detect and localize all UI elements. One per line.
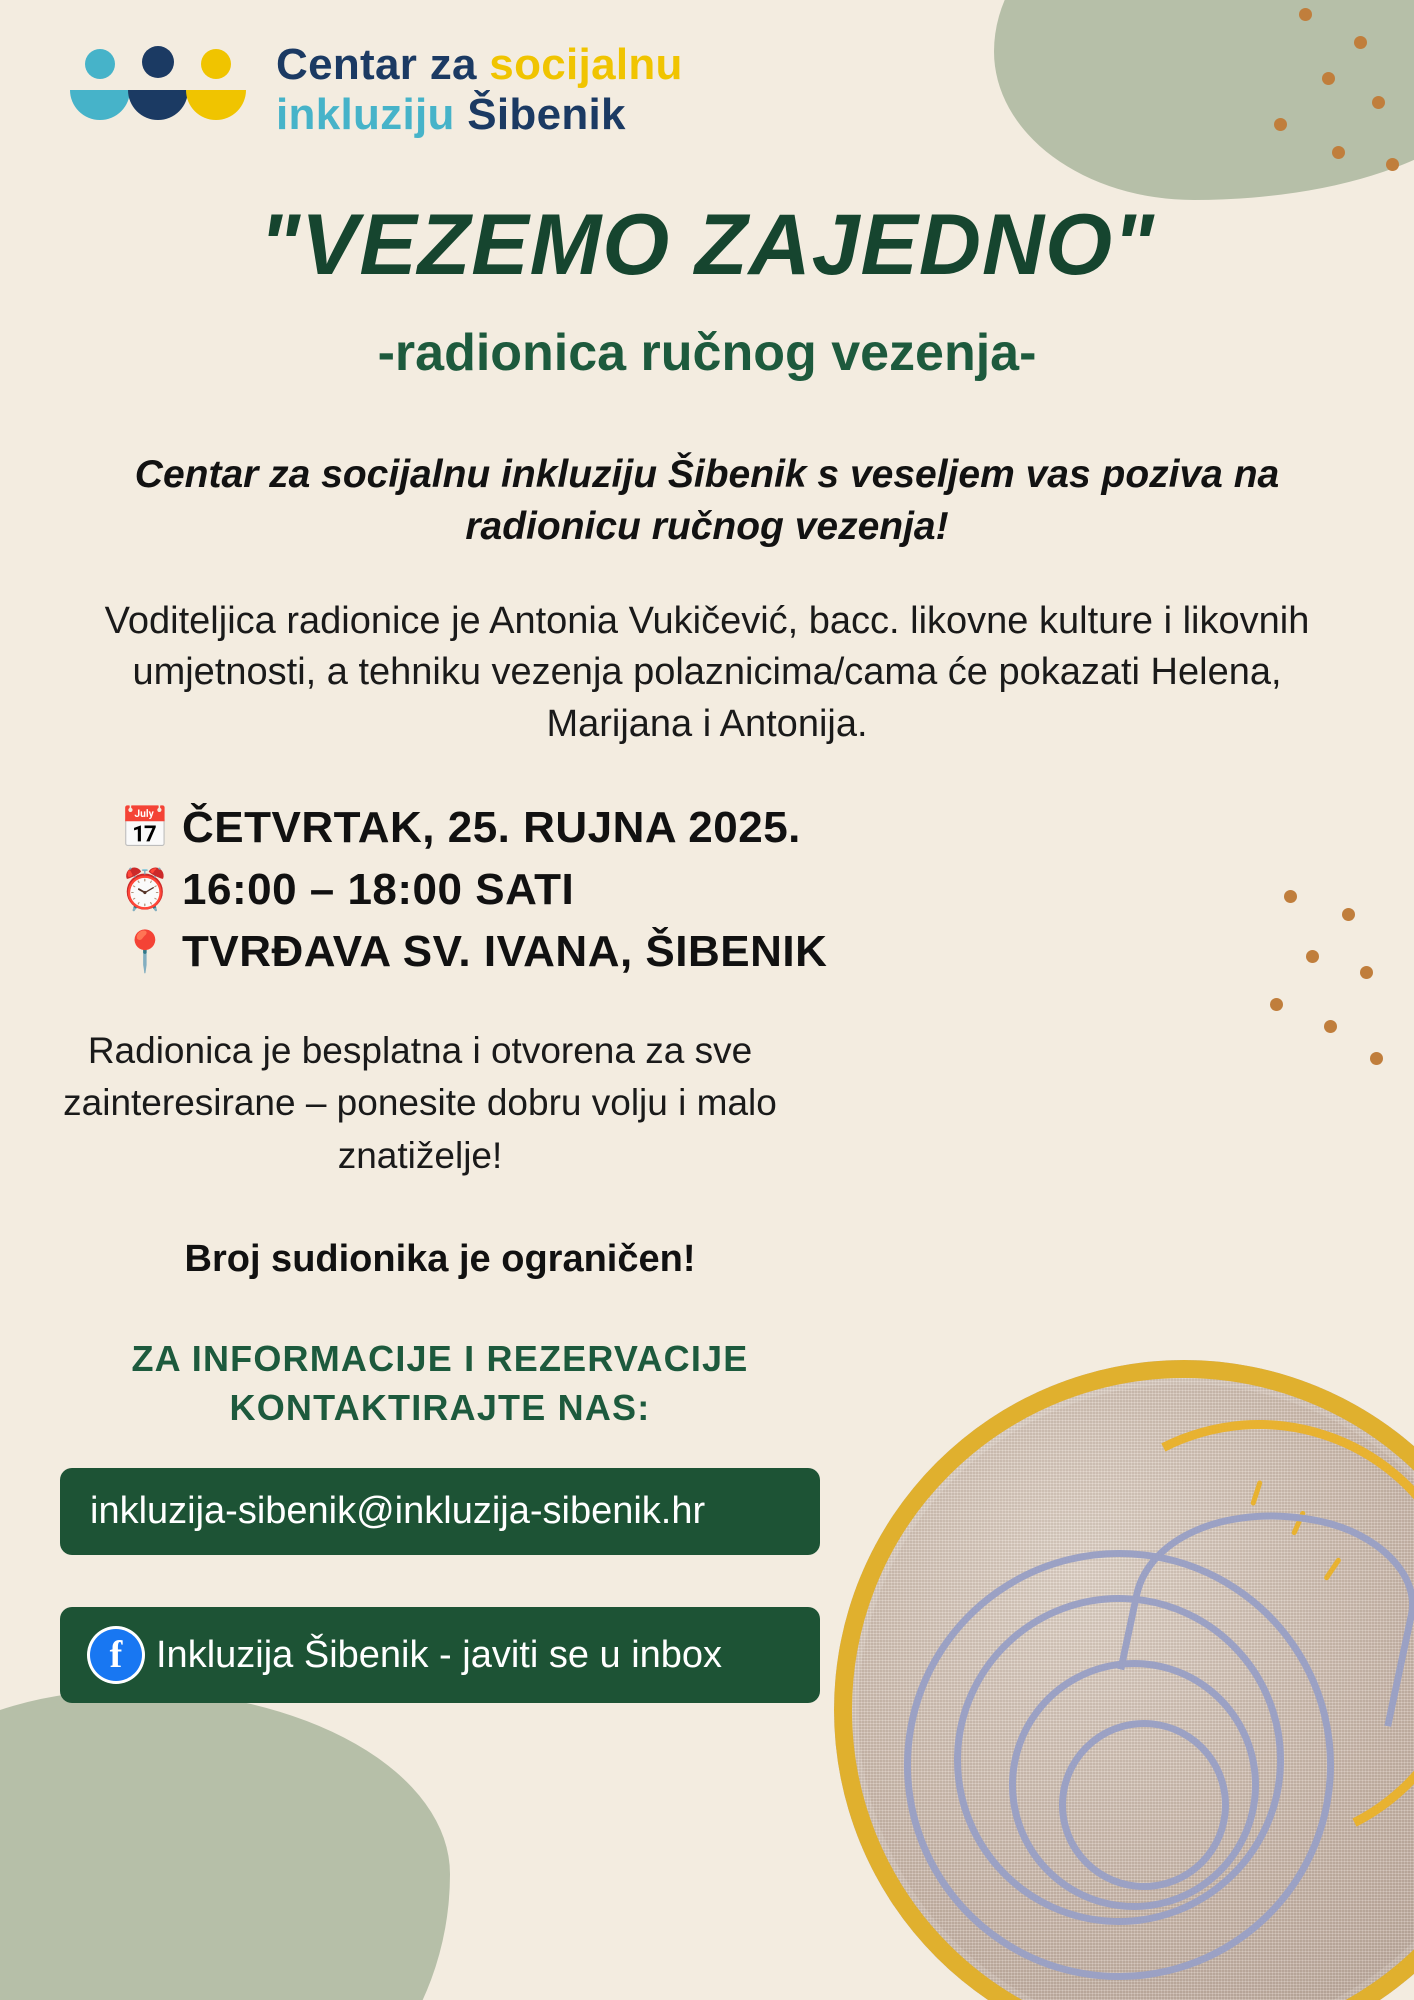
poster-content	[0, 196, 1414, 1703]
logo-line1-part2: socijalnu	[489, 40, 683, 89]
calendar-icon: 📅	[120, 806, 171, 851]
event-location-text: TVRĐAVA SV. IVANA, ŠIBENIK	[182, 926, 828, 976]
contact-email-text: inkluzija-sibenik@inkluzija-sibenik.hr	[90, 1490, 706, 1533]
logo-line2-part2: Šibenik	[467, 90, 626, 140]
contact-email-pill[interactable]	[60, 1468, 820, 1555]
clock-icon: ⏰	[120, 868, 171, 913]
event-details-list	[120, 803, 1354, 977]
event-detail-time	[120, 865, 1354, 915]
contact-facebook-text: Inkluzija Šibenik - javiti se u inbox	[156, 1633, 723, 1676]
page-subtitle: -radionica ručnog vezenja-	[377, 324, 1037, 382]
event-time-text: 16:00 – 18:00 SATI	[182, 864, 575, 914]
location-pin-icon: 📍	[120, 930, 171, 975]
contact-heading: ZA INFORMACIJE I REZERVACIJE KONTAKTIRAJTE NAS:	[131, 1338, 749, 1428]
limited-capacity-note: Broj sudionika je ograničen!	[184, 1238, 696, 1281]
logo-line1-part1: Centar za	[276, 40, 490, 89]
free-participation-note: Radionica je besplatna i otvorena za sve zainteresirane – ponesite dobru volju i malo znatiželje!	[63, 1029, 777, 1176]
event-date-text: ČETVRTAK, 25. RUJNA 2025.	[182, 802, 801, 852]
logo-line2-part1: inkluziju	[276, 90, 468, 140]
decorative-dots-top-right	[1154, 0, 1414, 200]
logo-wordmark	[276, 40, 683, 140]
invitation-text: Centar za socijalnu inkluziju Šibenik s veseljem vas poziva na radionicu ručnog vezenja!	[134, 453, 1280, 549]
workshop-description: Voditeljica radionice je Antonia Vukičević, bacc. likovne kulture i likovnih umjetnosti, a tehniku vezenja polaznicima/cama će pokazati Helena, Marijana i Antonija.	[104, 599, 1310, 745]
contact-facebook-pill[interactable]	[60, 1607, 820, 1703]
decorative-blob-bottom-left	[0, 1690, 450, 2000]
facebook-icon: f	[90, 1629, 142, 1681]
event-detail-date	[120, 803, 1354, 853]
organization-logo	[62, 40, 683, 140]
page-title: "VEZEMO ZAJEDNO"	[259, 197, 1155, 293]
event-detail-location	[120, 927, 1354, 977]
people-circle-logo-icon	[62, 40, 254, 140]
